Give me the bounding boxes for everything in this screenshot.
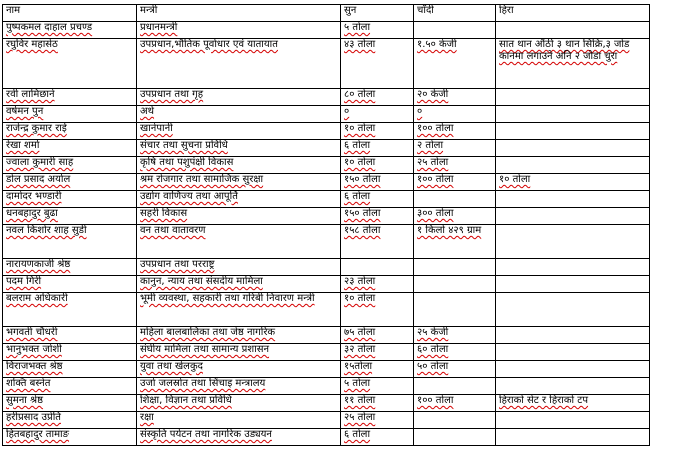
minister-name-cell [3,174,137,191]
minister-name-cell-text: डोल प्रसाद अर्याल [6,174,71,185]
diamond-cell [496,395,650,412]
minister-name-cell-text: भगवती चौधरी [6,327,58,338]
minister-name-cell [3,276,137,293]
table-row [3,123,650,140]
ministry-cell-text: संघीय मामिला तथा सामान्य प्रशासन [140,344,270,355]
ministry-cell-text: शिक्षा, विज्ञान तथा प्रविधि [140,395,232,406]
table-row [3,140,650,157]
diamond-cell [496,412,650,429]
minister-name-cell-text: दामोदर भण्डारी [6,191,62,202]
silver-cell-text: २ तोला [417,140,444,151]
ministry-cell-text: युवा तथा खेलकुद [140,361,203,372]
gold-cell-text: २३ तोला [344,276,376,287]
minister-name-cell-text: नवल किशोर शाह सुडी [6,225,87,236]
ministry-cell [137,174,341,191]
diamond-cell [496,378,650,395]
ministry-cell [137,191,341,208]
diamond-cell [496,327,650,344]
minister-name-cell [3,293,137,327]
table-row [3,276,650,293]
ministry-cell-text: कानुन, न्याय तथा संसदीय मामिला [140,276,263,287]
gold-cell-text: ५ तोला [344,22,371,33]
minister-name-cell-text: विराजभक्त श्रेष्ठ [6,361,63,372]
header-gold: सुन [341,5,414,22]
minister-name-cell [3,208,137,225]
silver-cell [414,225,496,259]
ministry-cell-text: उपप्रधान,भौतिक पूर्वाधार एवं यातायात [140,39,278,50]
silver-cell [414,395,496,412]
table-row [3,259,650,276]
minister-name-cell [3,429,137,446]
ministry-cell-text: कृषि तथा पशुपंक्षी विकास [140,157,234,168]
diamond-cell [496,361,650,378]
gold-cell [341,412,414,429]
diamond-cell [496,259,650,276]
minister-name-cell [3,361,137,378]
ministry-cell [137,293,341,327]
gold-cell [341,191,414,208]
ministry-cell-text: रक्षा [140,412,154,423]
table-row [3,361,650,378]
gold-cell [341,174,414,191]
gold-cell [341,123,414,140]
diamond-cell [496,225,650,259]
diamond-cell [496,89,650,106]
silver-cell [414,293,496,327]
gold-cell [341,395,414,412]
ministry-cell [137,89,341,106]
gold-cell [341,140,414,157]
diamond-cell [496,22,650,39]
minister-name-cell [3,344,137,361]
minister-name-cell-text: हरीप्रसाद उप्रेति [6,412,61,423]
gold-cell [341,89,414,106]
minister-name-cell-text: ज्वाला कुमारी साह [6,157,74,168]
minister-name-cell-text: सुमना श्रेष्ठ [6,395,44,406]
ministry-cell [137,395,341,412]
diamond-cell [496,106,650,123]
diamond-cell-text: १० तोला [499,174,531,185]
ministry-cell [137,225,341,259]
gold-cell-text: १५तोला [344,361,373,372]
silver-cell [414,106,496,123]
silver-cell-text: १०० तोला [417,174,454,185]
diamond-cell [496,208,650,225]
minister-name-cell [3,39,137,89]
silver-cell [414,140,496,157]
silver-cell [414,361,496,378]
minister-name-cell [3,225,137,259]
minister-name-cell-text: हितबहादुर तामाङ [6,429,70,440]
gold-cell-text: ६ तोला [344,140,371,151]
ministry-cell-text: उपप्रधान तथा परराष्ट्र [140,259,215,270]
minister-name-cell-text: शक्ति बस्नेत [6,378,51,389]
minister-name-cell [3,412,137,429]
ministry-cell [137,361,341,378]
minister-name-cell [3,89,137,106]
silver-cell-text: २५ तोला [417,157,449,168]
silver-cell [414,378,496,395]
minister-name-cell [3,123,137,140]
ministry-cell [137,378,341,395]
ministry-cell [137,22,341,39]
silver-cell [414,191,496,208]
ministry-cell [137,327,341,344]
gold-cell-text: १० तोला [344,157,376,168]
table-row [3,106,650,123]
gold-cell [341,293,414,327]
table-row [3,395,650,412]
minister-name-cell-text: बलराम अधिकारी [6,293,68,304]
minister-name-cell [3,259,137,276]
minister-name-cell [3,140,137,157]
gold-cell-text: ११ तोला [344,395,376,406]
silver-cell [414,429,496,446]
gold-cell-text: ८० तोला [344,89,376,100]
silver-cell [414,89,496,106]
ministry-cell [137,259,341,276]
gold-cell [341,378,414,395]
gold-cell [341,22,414,39]
silver-cell [414,259,496,276]
ministry-cell [137,123,341,140]
minister-name-cell-text: धनबहादुर बुढा [6,208,58,219]
silver-cell-text: ३०० तोला [417,208,454,219]
silver-cell-text: ६० तोला [417,344,449,355]
table-row [3,89,650,106]
gold-cell-text: ६ तोला [344,191,371,202]
minister-name-cell [3,106,137,123]
ministry-cell-text: संचार तथा सुचना प्रविधि [140,140,228,151]
gold-cell [341,106,414,123]
gold-cell [341,157,414,174]
gold-cell-text: १० तोला [344,293,376,304]
diamond-cell [496,157,650,174]
ministry-cell [137,140,341,157]
table-row [3,174,650,191]
ministry-cell-text: उपप्रधान तथा गृह [140,89,204,100]
silver-cell-text: १०० तोला [417,395,454,406]
gold-cell [341,276,414,293]
ministry-cell-text: वन तथा वातावरण [140,225,206,236]
table-row [3,191,650,208]
gold-cell [341,327,414,344]
gold-cell-text: २५ तोला [344,412,376,423]
gold-cell [341,361,414,378]
assets-table [2,4,650,446]
minister-name-cell [3,327,137,344]
minister-name-cell-text: पदम गिरी [6,276,42,287]
gold-cell-text: १५८ तोला [344,225,381,236]
ministry-cell-text: श्रम रोजगार तथा सामाजिक सुरक्षा [140,174,264,185]
ministry-cell [137,39,341,89]
gold-cell [341,208,414,225]
gold-cell-text: १० तोला [344,123,376,134]
ministry-cell [137,344,341,361]
gold-cell [341,39,414,89]
ministry-cell [137,157,341,174]
silver-cell-text: १ किलो ४२९ ग्राम [417,225,482,236]
silver-cell [414,39,496,89]
ministry-cell-text: महिला बालबालिका तथा जेष्ठ नागरिक [140,327,276,338]
header-row [3,5,650,22]
diamond-cell [496,174,650,191]
gold-cell-text: ५ तोला [344,378,371,389]
silver-cell [414,327,496,344]
silver-cell [414,344,496,361]
minister-name-cell-text: रघुविर महासेठ [6,39,58,50]
silver-cell-text: ० [417,106,423,117]
silver-cell [414,157,496,174]
diamond-cell [496,191,650,208]
gold-cell-text: १५० तोला [344,208,381,219]
ministry-cell-text: सहरी विकास [140,208,188,219]
table-row [3,327,650,344]
minister-name-cell [3,395,137,412]
gold-cell-text: ३२ तोला [344,344,376,355]
silver-cell-text: १०० तोला [417,123,454,134]
gold-cell [341,344,414,361]
table-row [3,39,650,89]
silver-cell [414,412,496,429]
ministry-cell [137,429,341,446]
ministry-cell-text: अर्थ [140,106,155,117]
silver-cell [414,174,496,191]
table-row [3,225,650,259]
diamond-cell [496,140,650,157]
table-row [3,344,650,361]
table-row [3,429,650,446]
minister-name-cell [3,157,137,174]
table-row [3,378,650,395]
table-row [3,293,650,327]
gold-cell-text: ० [344,106,350,117]
ministry-cell [137,208,341,225]
minister-name-cell-text: वर्षमन पुन [6,106,44,117]
silver-cell [414,276,496,293]
silver-cell [414,123,496,140]
minister-name-cell [3,191,137,208]
ministry-cell [137,276,341,293]
minister-name-cell-text: रवी लामिछाने [6,89,55,100]
gold-cell [341,225,414,259]
ministry-cell-text: उर्जा जलस्रोत तथा सिंचाइ मन्त्रालय [140,378,266,389]
ministry-cell-text: उद्योग वाणिज्य तथा आपूर्ति [140,191,238,202]
gold-cell-text: ६ तोला [344,429,371,440]
silver-cell-text: २० केजी [417,89,449,100]
gold-cell [341,259,414,276]
minister-name-cell-text: राजेन्द्र कुमार राई [6,123,67,134]
diamond-cell [496,429,650,446]
ministry-cell-text: प्रधानमन्त्री [140,22,178,33]
ministry-cell-text: संस्कृति पर्यटन तथा नागरिक उड्ययन [140,429,272,440]
table-row [3,157,650,174]
gold-cell-text: ४३ तोला [344,39,376,50]
diamond-cell [496,276,650,293]
diamond-cell [496,344,650,361]
gold-cell [341,429,414,446]
header-ministry: मन्त्री [137,5,341,22]
minister-name-cell-text: नारायणकाजी श्रेष्ठ [6,259,71,270]
silver-cell [414,208,496,225]
ministry-cell [137,412,341,429]
diamond-cell [496,39,650,89]
minister-name-cell-text: भानुभक्त जोशी [6,344,62,355]
gold-cell-text: १५० तोला [344,174,381,185]
silver-cell-text: १.५० केजी [417,39,457,50]
minister-name-cell-text: रेखा शर्मा [6,140,40,151]
ministry-cell-text: खानेपानी [140,123,173,134]
minister-name-cell [3,22,137,39]
ministry-cell-text: भूमी व्यवस्था, सहकारी तथा गरिबी निवारण मन्त्री [140,293,315,304]
silver-cell-text: २५ केजी [417,327,449,338]
diamond-cell-text: सात थान औंठी ३ थान सिक्रि,३ जोड कानमा लगाउने अनि २ जोडा चुरा [499,39,630,62]
diamond-cell [496,293,650,327]
silver-cell-text: ५० तोला [417,361,449,372]
header-name: नाम [3,5,137,22]
silver-cell [414,22,496,39]
diamond-cell-text: हिराको सेट र हिराको टप [499,395,589,406]
ministry-cell [137,106,341,123]
table-row [3,22,650,39]
minister-name-cell-text: पुष्पकमल दाहाल प्रचण्ड [6,22,93,33]
header-diamond: हिरा [496,5,650,22]
minister-name-cell [3,378,137,395]
table-row [3,412,650,429]
diamond-cell [496,123,650,140]
gold-cell-text: ७५ तोला [344,327,376,338]
table-row [3,208,650,225]
header-silver: चाँदी [414,5,496,22]
